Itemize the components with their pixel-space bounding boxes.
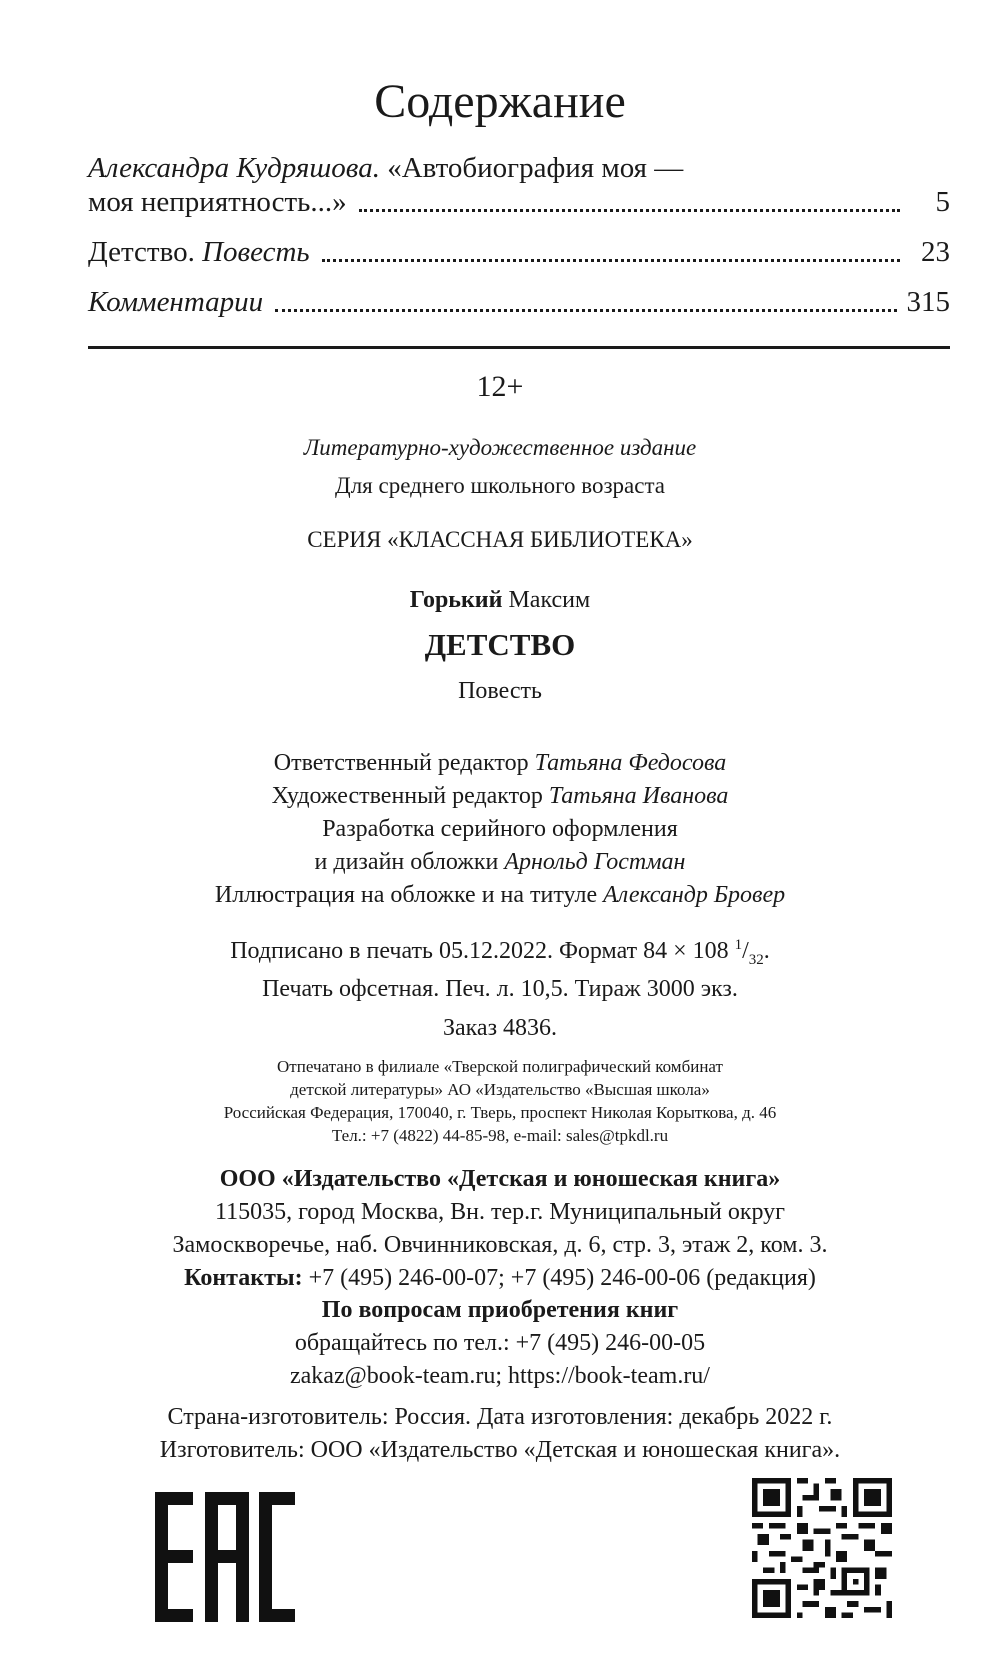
credit-person: Арнольд Гостман <box>504 849 686 875</box>
order-number: Заказ 4836. <box>442 1015 558 1041</box>
print-info-line1 <box>0 937 1000 969</box>
publisher-address: Замоскворечье, наб. Овчинниковская, д. 6, стр. 3, этаж 2, ком. 3. <box>172 1232 828 1258</box>
country-line: Страна-изготовитель: Россия. Дата изготовления: декабрь 2022 г. <box>167 1404 833 1430</box>
printer-line: Российская Федерация, 170040, г. Тверь, проспект Николая Корыткова, д. 46 <box>223 1103 777 1122</box>
credit-line <box>0 747 1000 780</box>
publisher-contacts <box>0 1262 1000 1294</box>
fraction-numerator: 1 <box>734 937 743 953</box>
age-rating: 12+ <box>476 370 524 403</box>
credit-person: Татьяна Иванова <box>548 783 729 809</box>
toc-leader-dots <box>275 309 896 312</box>
toc-entry-1-title-cont: моя неприятность...» <box>88 186 347 218</box>
print-format: Подписано в печать 05.12.2022. Формат 84 × 108 <box>230 938 729 964</box>
toc-entry-2-genre: Повесть <box>202 236 310 268</box>
contacts-value: +7 (495) 246-00-07; +7 (495) 246-00-06 (редакция) <box>302 1265 816 1291</box>
divider-rule <box>88 346 950 349</box>
fraction-denominator: 32 <box>748 952 764 968</box>
credit-role: Разработка серийного оформления <box>322 816 678 842</box>
edition-type: Литературно-художественное издание <box>303 435 697 460</box>
series-name: СЕРИЯ «КЛАССНАЯ БИБЛИОТЕКА» <box>307 527 693 552</box>
toc-entry-3-page: 315 <box>906 286 950 318</box>
publisher-address: 115035, город Москва, Вн. тер.г. Муниципальный округ <box>214 1199 786 1225</box>
toc-entry-2-label <box>88 236 310 269</box>
purchase-heading: По вопросам приобретения книг <box>321 1297 679 1323</box>
printer-line: Тел.: +7 (4822) 44-85-98, e-mail: sales@tpkdl.ru <box>331 1126 669 1145</box>
print-info-line2: Печать офсетная. Печ. л. 10,5. Тираж 3000 экз. <box>262 976 738 1002</box>
credit-line <box>0 780 1000 813</box>
manufacturer-line: Изготовитель: ООО «Издательство «Детская и юношеская книга». <box>159 1437 841 1463</box>
printer-line: Отпечатано в филиале «Тверской полиграфический комбинат <box>277 1057 723 1076</box>
credit-person: Татьяна Федосова <box>534 750 727 776</box>
book-title: ДЕТСТВО <box>424 627 576 662</box>
format-fraction: $^1/_{32}$ <box>734 937 764 968</box>
toc-entry-1-row <box>88 179 950 219</box>
book-genre: Повесть <box>458 678 542 704</box>
audience: Для среднего школьного возраста <box>335 473 665 498</box>
credit-role: Иллюстрация на обложке и на титуле <box>214 882 598 908</box>
toc-entry-1-author: Александра Кудряшова. <box>88 152 380 184</box>
toc-entry-1-title: «Автобиография моя — <box>387 152 684 184</box>
author <box>0 587 1000 614</box>
credit-line <box>0 879 1000 912</box>
publisher-name: ООО «Издательство «Детская и юношеская книга» <box>219 1166 781 1192</box>
contents-title: Содержание <box>374 75 626 128</box>
toc-entry-3-row <box>88 279 950 319</box>
credit-line <box>0 846 1000 879</box>
eac-mark-icon <box>155 1492 295 1622</box>
credit-person: Александр Бровер <box>603 882 786 908</box>
qr-code-icon <box>752 1478 892 1618</box>
credit-role: Ответственный редактор <box>273 750 529 776</box>
toc-entry-2-title: Детство. <box>88 236 195 268</box>
credit-line <box>0 813 1000 846</box>
toc-entry-2-page: 23 <box>921 236 950 268</box>
toc-entry-2-row <box>88 229 950 269</box>
purchase-phone: обращайтесь по тел.: +7 (495) 246-00-05 <box>294 1330 706 1356</box>
toc-entry-3-title: Комментарии <box>88 286 264 318</box>
credit-role: и дизайн обложки <box>314 849 499 875</box>
credit-role: Художественный редактор <box>271 783 543 809</box>
toc-leader-dots <box>322 259 900 262</box>
publisher-web: zakaz@book-team.ru; https://book-team.ru/ <box>290 1363 710 1389</box>
toc-leader-dots <box>359 209 900 212</box>
toc-entry-1-page: 5 <box>935 186 950 218</box>
printer-line: детской литературы» АО «Издательство «Высшая школа» <box>290 1080 710 1099</box>
author-surname: Горький <box>409 587 503 613</box>
print-format-suffix: . <box>763 938 770 964</box>
contacts-label: Контакты: <box>184 1265 303 1291</box>
author-name: Максим <box>508 587 591 613</box>
